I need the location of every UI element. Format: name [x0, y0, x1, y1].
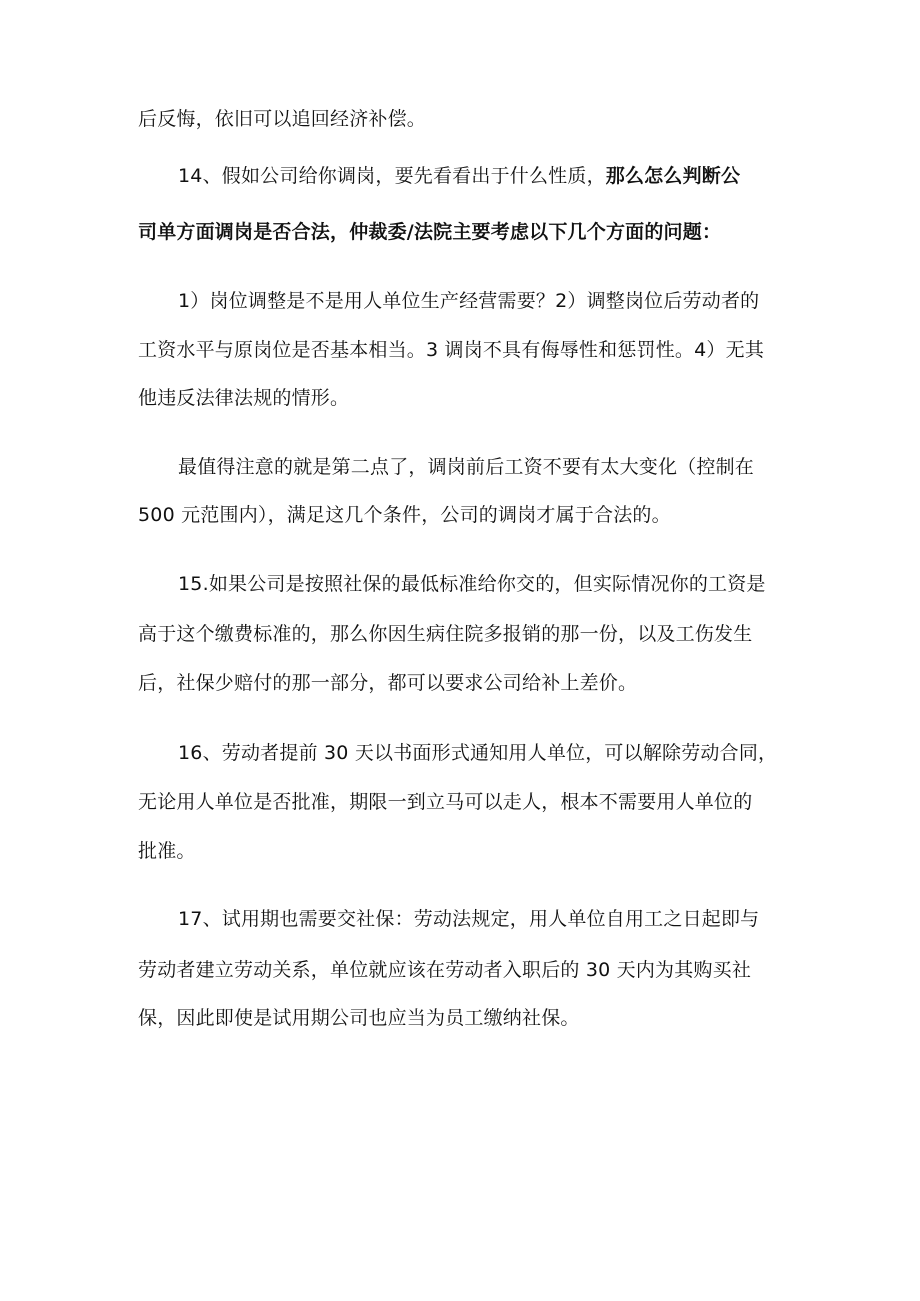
- item-15-line-2: 高于这个缴费标准的，那么你因生病住院多报销的那一份，以及工伤发生: [138, 623, 753, 645]
- item-14-normal-text: 14、假如公司给你调岗，要先看看出于什么性质，: [178, 165, 606, 187]
- item-17-line-2: 劳动者建立劳动关系，单位就应该在劳动者入职后的 30 天内为其购买社: [138, 959, 752, 981]
- continuation-line: 后反悔，依旧可以追回经济补偿。: [138, 108, 427, 130]
- criteria-line-1: 1）岗位调整是不是用人单位生产经营需要？2）调整岗位后劳动者的: [178, 290, 760, 312]
- criteria-line-2: 工资水平与原岗位是否基本相当。3 调岗不具有侮辱性和惩罚性。4）无其: [138, 339, 765, 361]
- item-14-line-1: [178, 162, 740, 190]
- note-line-1: 最值得注意的就是第二点了，调岗前后工资不要有太大变化（控制在: [178, 456, 755, 478]
- item-14-bold-text: 那么怎么判断公: [605, 165, 741, 187]
- item-17-line-3: 保，因此即使是试用期公司也应当为员工缴纳社保。: [138, 1007, 580, 1029]
- item-17-line-1: 17、试用期也需要交社保：劳动法规定，用人单位自用工之日起即与: [178, 908, 760, 930]
- item-14-line-2: 司单方面调岗是否合法，仲裁委/法院主要考虑以下几个方面的问题：: [138, 221, 722, 243]
- criteria-line-3: 他违反法律法规的情形。: [138, 387, 350, 409]
- item-16-line-1: 16、劳动者提前 30 天以书面形式通知用人单位，可以解除劳动合同，: [178, 742, 778, 764]
- item-16-line-3: 批准。: [138, 840, 196, 862]
- item-15-line-3: 后，社保少赔付的那一部分，都可以要求公司给补上差价。: [138, 672, 638, 694]
- item-16-line-2: 无论用人单位是否批准，期限一到立马可以走人，根本不需要用人单位的: [138, 791, 753, 813]
- note-line-2: 500 元范围内），满足这几个条件，公司的调岗才属于合法的。: [138, 504, 671, 526]
- item-15-line-1: 15.如果公司是按照社保的最低标准给你交的，但实际情况你的工资是: [178, 573, 766, 595]
